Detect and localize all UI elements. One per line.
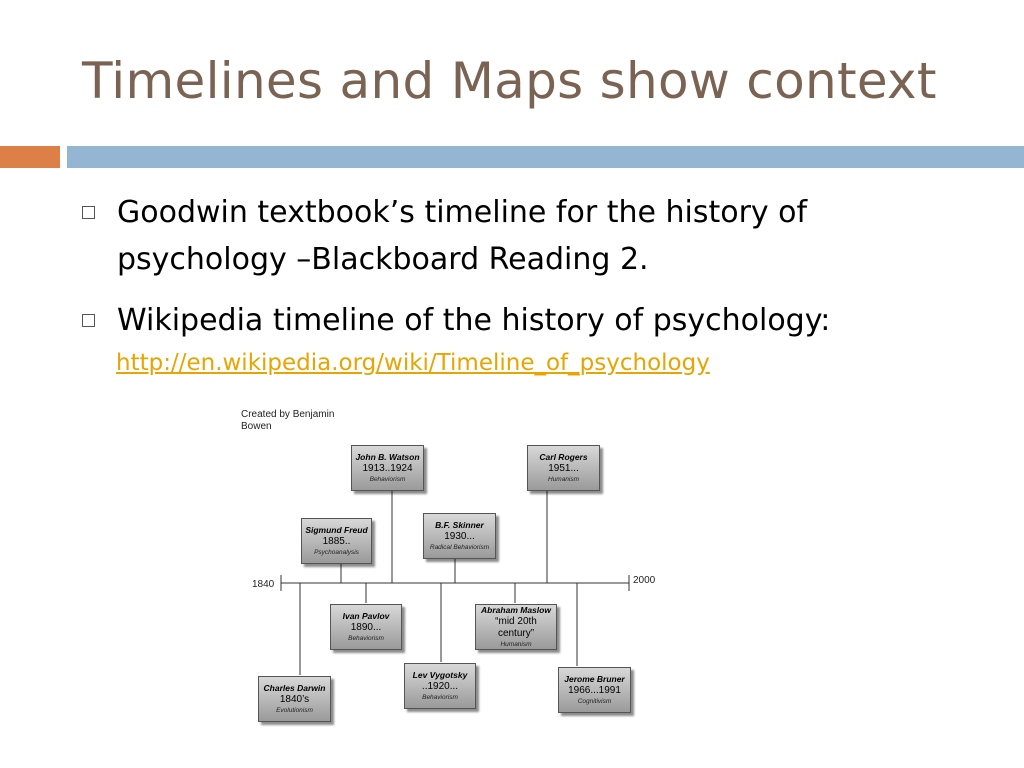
bullet-text: Wikipedia timeline of the history of psychology: [117, 303, 831, 338]
node-maslow: Abraham Maslow “mid 20th century” Humanism [475, 604, 557, 650]
node-pavlov: Ivan Pavlov 1890... Behaviorism [330, 604, 402, 650]
node-bruner: Jerome Bruner 1966...1991 Cognitivism [558, 667, 631, 713]
slide-title: Timelines and Maps show context [82, 52, 937, 110]
timeline-end-label: 2000 [633, 575, 656, 586]
node-skinner: B.F. Skinner 1930... Radical Behaviorism [423, 513, 496, 559]
node-freud: Sigmund Freud 1885.. Psychoanalysis [301, 518, 372, 564]
timeline-start-label: 1840 [252, 579, 275, 590]
wikipedia-link[interactable]: http://en.wikipedia.org/wiki/Timeline_of_psychology [116, 350, 710, 376]
node-watson: John B. Watson 1913..1924 Behaviorism [351, 445, 424, 491]
node-darwin: Charles Darwin 1840’s Evolutionism [258, 676, 331, 722]
node-rogers: Carl Rogers 1951... Humanism [527, 445, 600, 491]
node-vygotsky: Lev Vygotsky ..1920... Behaviorism [404, 663, 476, 709]
figure-credit: Created by Benjamin Bowen [241, 409, 335, 432]
bullet-text: Goodwin textbook’s timeline for the history of psychology –Blackboard Reading 2. [117, 195, 808, 277]
